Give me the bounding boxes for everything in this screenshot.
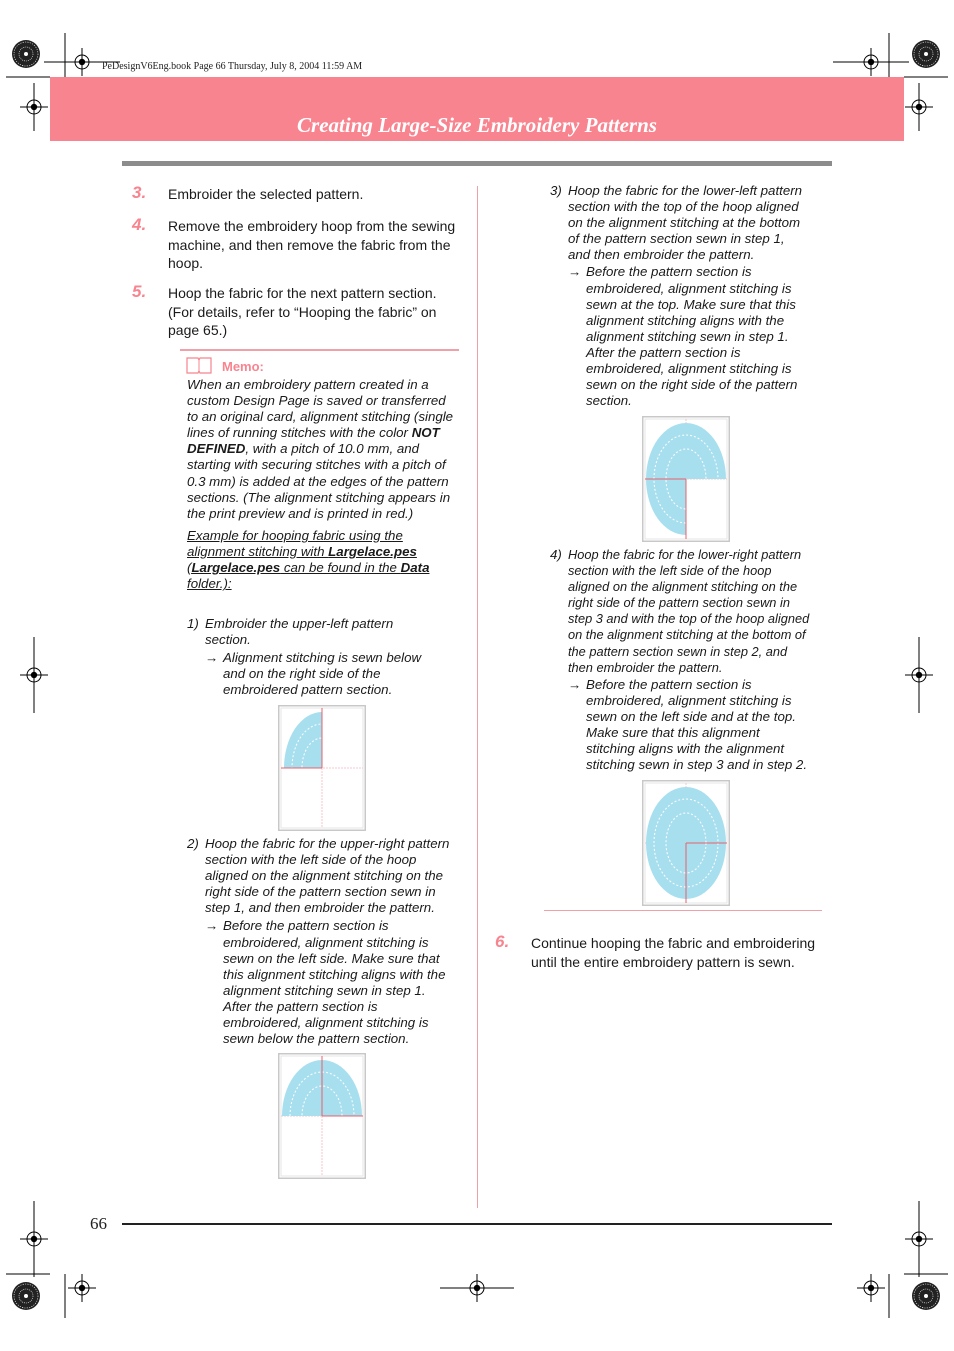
note-line: this alignment stitching aligns with the [223, 966, 446, 982]
step-text-6 [531, 934, 815, 971]
substep-line: of the pattern section sewn in step 1, [568, 231, 785, 247]
example-text: ( [187, 560, 192, 576]
substep-line: and then embroider the pattern. [568, 247, 755, 263]
example-line: folder.): [187, 576, 232, 592]
memo-line [187, 441, 459, 457]
substep-line: Hoop the fabric for the lower-left pattern [568, 183, 803, 198]
substep-line: right side of the pattern section sewn in [205, 884, 436, 900]
memo-line: custom Design Page is saved or transferred [187, 393, 446, 409]
footer-rule [122, 1223, 832, 1225]
hoop-figure-upper-left [278, 705, 366, 831]
note-line: sewn on the left side. Make sure that [223, 950, 440, 966]
note-line: sewn on the left side and at the top. [586, 708, 796, 724]
color-name-not: NOT [411, 425, 440, 441]
memo-line: starting with securing stitches with a pitch of [187, 457, 446, 473]
page-number: 66 [90, 1214, 107, 1233]
step-text-3: Embroider the selected pattern. [168, 186, 364, 202]
note-line: Before the pattern section is [586, 264, 752, 280]
memo-line: When an embroidery pattern created in a [187, 377, 429, 392]
note-line: Before the pattern section is [223, 918, 389, 934]
memo-text: lines of running stitches with the color [187, 425, 412, 441]
note-line: sewn below the pattern section. [223, 1031, 410, 1047]
color-name-defined: DEFINED [187, 441, 246, 457]
substep-line: step 3 and with the top of the hoop aligned [568, 611, 810, 627]
hoop-figure-lower-right [642, 780, 730, 906]
example-text: alignment stitching with [187, 544, 329, 560]
memo-rule [180, 349, 459, 351]
chapter-title: Creating Large-Size Embroidery Patterns [297, 113, 657, 137]
substep-2 [187, 836, 459, 1047]
memo-body [187, 377, 459, 522]
note-line: embroidered pattern section. [223, 682, 393, 698]
substep-line: section. [205, 632, 251, 648]
arrow-icon: → [568, 264, 582, 280]
example-text: can be found in the [280, 560, 401, 576]
text-line: Remove the embroidery hoop from the sewing [168, 218, 456, 234]
arrow-icon: → [568, 676, 582, 692]
note-line: and on the right side of the [223, 666, 381, 682]
substep-line: Hoop the fabric for the upper-right pattern [205, 836, 450, 851]
step-number-6: 6. [495, 932, 510, 951]
substep-line: then embroider the pattern. [568, 659, 723, 675]
memo-line: 0.3 mm) is added at the edges of the pattern [187, 473, 449, 489]
note-line: After the pattern section is [586, 344, 741, 360]
substep-line: aligned on the alignment stitching on the [568, 579, 798, 595]
example-line: Example for hooping fabric using the [187, 528, 403, 543]
note-line: embroidered, alignment stitching is [223, 1015, 429, 1031]
column-divider [477, 186, 478, 1208]
memo-line [187, 425, 459, 441]
note-line: Alignment stitching is sewn below [223, 650, 422, 666]
arrow-icon: → [205, 918, 219, 934]
substep-line: on the alignment stitching at the bottom [568, 215, 801, 231]
example-heading [187, 528, 459, 592]
step-number-3: 3. [132, 183, 147, 202]
substep-line: section with the top of the hoop aligned [568, 199, 799, 215]
text-line: hoop. [168, 255, 204, 271]
note-line: stitching sewn in step 3 and in step 2. [586, 757, 808, 773]
substep-1 [187, 616, 459, 698]
note-line: alignment stitching sewn in step 1. [223, 982, 426, 998]
substep-line: Hoop the fabric for the lower-right pattern [568, 547, 802, 562]
memo-line: to an original card, alignment stitching (single [187, 409, 454, 425]
substep-line: on the alignment stitching at the bottom of [568, 627, 806, 643]
folder-name: Data [400, 560, 430, 576]
file-name: Largelace.pes [328, 544, 417, 560]
note-line: embroidered, alignment stitching is [586, 692, 792, 708]
text-line: page 65.) [168, 322, 228, 338]
example-line [187, 544, 459, 560]
memo-line: sections. (The alignment stitching appears in [187, 489, 451, 505]
note-line: embroidered, alignment stitching is [223, 934, 429, 950]
header-rule [122, 161, 832, 166]
hoop-figure-upper-right [278, 1053, 366, 1179]
text-line: (For details, refer to “Hooping the fabric” on [168, 303, 437, 320]
substep-label: 1) [187, 616, 199, 631]
substep-line: Embroider the upper-left pattern [205, 616, 394, 631]
memo-line: the print preview and is printed in red.) [187, 505, 414, 521]
note-line: section. [586, 393, 632, 409]
note-line: embroidered, alignment stitching is [586, 361, 792, 377]
example-line [187, 560, 459, 576]
note-line: stitching aligns with the alignment [586, 741, 785, 757]
file-name: Largelace.pes [191, 560, 281, 576]
substep-3 [550, 183, 825, 409]
note-line: After the pattern section is [223, 998, 378, 1014]
text-line: until the entire embroidery pattern is sewn. [531, 953, 795, 970]
substep-line: section with the left side of the hoop [205, 852, 417, 868]
substep-label: 3) [550, 183, 562, 198]
step-number-4: 4. [132, 215, 147, 234]
substep-line: section with the left side of the hoop [568, 563, 772, 579]
substep-line: right side of the pattern section sewn in [568, 595, 790, 611]
substep-line: aligned on the alignment stitching on the [205, 868, 444, 884]
section-end-rule [544, 910, 822, 911]
print-slug: PeDesignV6Eng.book Page 66 Thursday, July 8, 2004 11:59 AM [102, 61, 363, 72]
step-text-4 [168, 217, 455, 273]
chapter-header-banner [50, 77, 904, 141]
text-line: machine, and then remove the fabric from the [168, 236, 451, 253]
note-line: sewn on the right side of the pattern [586, 377, 798, 393]
substep-line: step 1, and then embroider the pattern. [205, 900, 435, 916]
book-icon [186, 356, 212, 374]
note-line: alignment stitching sewn in step 1. [586, 328, 789, 344]
hoop-figure-lower-left [642, 416, 730, 542]
text-line: Hoop the fabric for the next pattern section. [168, 285, 437, 301]
note-line: Before the pattern section is [586, 676, 752, 692]
substep-label: 4) [550, 547, 562, 562]
step-text-5 [168, 284, 437, 340]
substep-label: 2) [187, 836, 199, 851]
text-line: Continue hooping the fabric and embroidering [531, 935, 816, 951]
arrow-icon: → [205, 650, 219, 666]
note-line: embroidered, alignment stitching is [586, 280, 792, 296]
note-line: Make sure that this alignment [586, 725, 760, 741]
substep-line: the pattern section sewn in step 2, and [568, 643, 788, 659]
note-line: sewn at the top. Make sure that this [586, 296, 796, 312]
substep-4 [550, 547, 825, 773]
memo-label: Memo: [222, 359, 264, 374]
step-number-5: 5. [132, 282, 147, 301]
note-line: alignment stitching aligns with the [586, 312, 785, 328]
memo-text: , with a pitch of 10.0 mm, and [245, 441, 420, 457]
